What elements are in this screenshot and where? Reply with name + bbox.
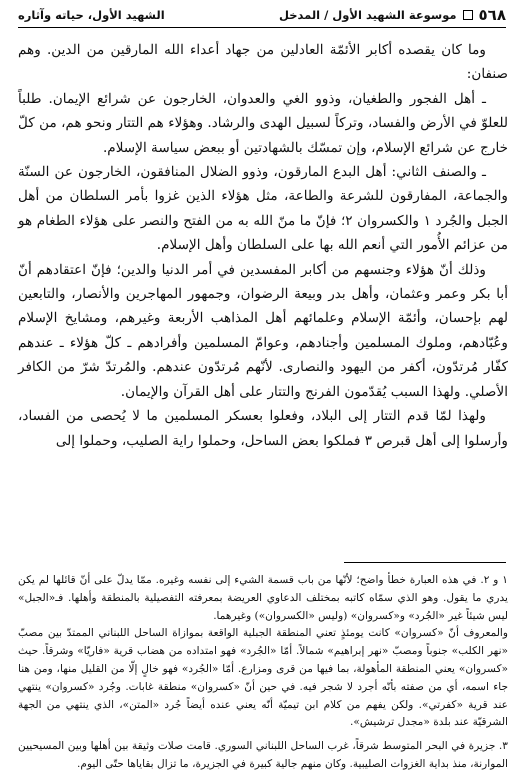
main-text <box>18 38 508 453</box>
paragraph: ـ والصنف الثاني: أهل البدع المارقون، وذوو الضلال المنافقون، الخارجون عن السنّة والجماعة، المفارقون للشرعة والطاعة، مثل هؤلاء الذين غزوا بأمر السلطان من أهل الجبل والجُرد ١ والكسروان ٢؛ فإنّ ما منّ الله به من الفتح والنصر على هؤلاء الطغام هو من عزائم الأُمور التي أنعم الله بها على السلطان وأهل الإسلام. <box>18 164 508 254</box>
footnote: والمعروف أنّ «كسروان» كانت يومئذٍ تعني المنطقة الجبلية الواقعة بموازاة الساحل اللبناني الممتدّ بين مصبّ «نهر الكلب» جنوباً ومصبّ «نهر إبراهيم» شمالاً. أمّا «الجُرد» فهو امتداده من هضاب قرية «فاريّا» وشرقاً. حيث «كسروان» يعني المنطقة المأهولة، بما فيها من قرى ومزارع. أمّا «الجُرد» فهو خالٍ إلّا من القليل منها، ومن هنا جاء اسمه، أي من صفته بأنّه أجرد لا شجر فيه. في حين أنّ «كسروان» منطقة غابات. وجُرد «كسروان» ينتهي عند قرية «كفرتي». ولكن يفهم من كلام ابن تيميّة أنّه يعني عنده أيضاً جُرد «المتن»، الذي ينتهي من الجهة الشرقيّة عند بلدة «مجدل ترشيش». <box>18 627 508 729</box>
paragraph: ـ أهل الفجور والطغيان، وذوو الغي والعدوان، الخارجون عن شرائع الإيمان. طلباً للعلوّ في الأرض والفساد، وتركاً لسبيل الهدى والرشاد. وهؤلاء هم التتار ونحو هم، من كلّ خارج عن شرائع الإسلام، وإن تمسّك بالشهادتين أو ببعض سياسة الإسلام. <box>18 90 508 156</box>
footnotes <box>18 572 508 774</box>
paragraph: وذلك أنّ هؤلاء وجنسهم من أكابر المفسدين في أمر الدنيا والدين؛ فإنّ اعتقادهم أنّ أبا بكر وعمر وعثمان، وأهل بدر وبيعة الرضوان، وجمهور المهاجرين والأنصار، والتابعين لهم بإحسان، وأئمّة الإسلام وعلمائهم أهل المذاهب الأربعة وغيرهم، ومشايخ الإسلام وعُبّادهم، وملوك المسلمين وأجنادهم، وعوامّ المسلمين وأفرادهم ـ كلّ هؤلاء ـ عندهم كفّار مُرتدّون، أكفر من اليهود والنصارى. لأنّهم مُرتدّون عندهم. والمُرتدّ شرّ من الكافر الأصلي. ولهذا السبب يُقدّمون الفرنج والتتار على أهل القرآن والإيمان. <box>18 261 508 400</box>
page-header <box>18 6 506 28</box>
paragraph: ولهذا لمّا قدم التتار إلى البلاد، وفعلوا بعسكر المسلمين ما لا يُحصى من الفساد، وأرسلوا إلى أهل قبرص ٣ فملكوا بعض الساحل، وحملوا راية الصليب، وحملوا إلى <box>18 408 508 449</box>
page-number: ٥٦٨ <box>478 6 506 24</box>
book-title: موسوعة الشهيد الأول / المدخل <box>278 8 457 22</box>
footnote-divider <box>344 562 506 563</box>
header-right <box>279 6 506 24</box>
running-title: الشهيد الأول، حياته وآثاره <box>18 8 165 22</box>
footnote: ٣. جزيرة في البحر المتوسط شرقاً، غرب الساحل اللبناني السوري. قامت صلات وثيقة بين أهلها وبين المسيحيين الموارنة، منذ بداية الغزوات الصليبية. وكان منهم جالية كبيرة في الجزيرة، ما تزال بقاياها حتّى اليوم. <box>18 740 508 770</box>
separator-square-icon <box>463 10 473 20</box>
paragraph: وما كان يقصده أكابر الأئمّة العادلين من جهاد أعداء الله المارقين من الدين. وهم صنفان: <box>18 42 508 83</box>
footnote: ١ و ٢. في هذه العبارة خطأ واضح؛ لأنّها من باب قسمة الشيء إلى نفسه وغيره. ممّا يدلّ على أنّ قائلها لم يكن يدري ما يقول. وهو الذي سمّاه كاتبه بمختلف الدعاوي العريضة بمعرفته التفصيلية بالمنطقة وأهلها. فـ«الجبل» ليس شيئاً غير «الجُرد» و«كسروان» (وليس «الكسروان») وغيرهما. <box>18 574 508 622</box>
